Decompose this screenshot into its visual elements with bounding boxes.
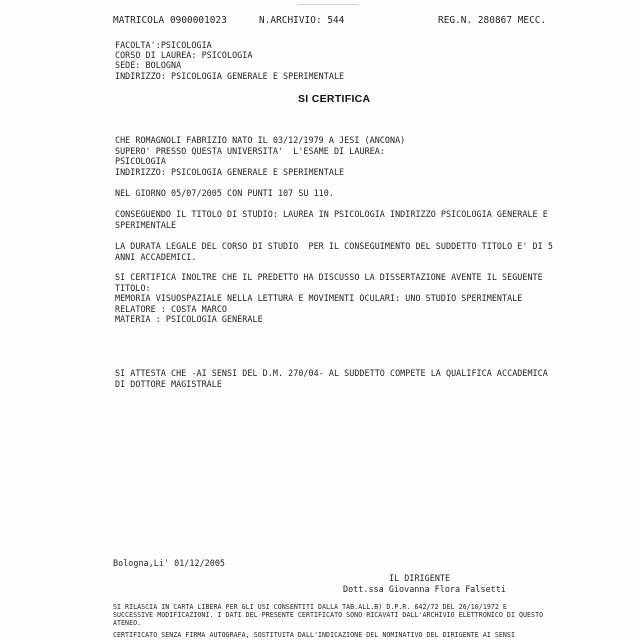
date-score-line: NEL GIORNO 05/07/2005 CON PUNTI 107 SU 110. xyxy=(115,188,334,198)
seat-line: SEDE: BOLOGNA xyxy=(115,60,182,70)
archive-number: N.ARCHIVIO: 544 xyxy=(259,15,345,26)
subject-line: MATERIA : PSICOLOGIA GENERALE xyxy=(115,314,263,324)
title-obtained-line: CONSEGUENDO IL TITOLO DI STUDIO: LAUREA IN PSICOLOGIA INDIRIZZO PSICOLOGIA GENERALE E xyxy=(115,209,548,219)
duration-line: LA DURATA LEGALE DEL CORSO DI STUDIO PER IL CONSEGUIMENTO DEL SUDDETTO TITOLO E' DI 5 xyxy=(115,241,553,251)
legal-note-line: SUCCESSIVE MODIFICAZIONI. I DATI DEL PRESENTE CERTIFICATO SONO RICAVATI DALL'ARCHIVIO ELETTRONICO DI QUESTO xyxy=(113,611,544,619)
thesis-title-line: MEMORIA VISUOSPAZIALE NELLA LETTURA E MOVIMENTI OCULARI: UNO STUDIO SPERIMENTALE xyxy=(115,293,523,303)
thesis-line: SI CERTIFICA INOLTRE CHE IL PREDETTO HA DISCUSSO LA DISSERTAZIONE AVENTE IL SEGUENTE xyxy=(115,272,543,282)
address-line: INDIRIZZO: PSICOLOGIA GENERALE E SPERIMENTALE xyxy=(115,71,345,81)
faculty-line: FACOLTA':PSICOLOGIA xyxy=(115,40,212,50)
title-obtained-line: SPERIMENTALE xyxy=(115,220,177,230)
degree-course-line: CORSO DI LAUREA: PSICOLOGIA xyxy=(115,50,253,60)
director-role: IL DIRIGENTE xyxy=(389,573,451,583)
candidate-line: CHE ROMAGNOLI FABRIZIO NATO IL 03/12/1979 A JESI (ANCONA) xyxy=(115,135,406,145)
legal-note-line: SI RILASCIA IN CARTA LIBERA PER GLI USI CONSENTITI DALLA TAB.ALL.B) D.P.R. 642/72 DEL 26/10/1972 E xyxy=(113,603,507,611)
certificate-title: SI CERTIFICA xyxy=(298,93,371,105)
supervisor-line: RELATORE : COSTA MARCO xyxy=(115,304,228,314)
thesis-line: TITOLO: xyxy=(115,283,151,293)
scan-artifact xyxy=(298,0,358,5)
attestation-line: SI ATTESTA CHE -AI SENSI DEL D.M. 270/04- AL SUDDETTO COMPETE LA QUALIFICA ACCADEMICA xyxy=(115,368,548,378)
legal-note-line: ATENEO. xyxy=(113,619,142,627)
matricola-number: MATRICOLA 0900001023 xyxy=(113,15,227,26)
legal-note-line: CERTIFICATO SENZA FIRMA AUTOGRAFA, SOSTITUITA DALL'INDICAZIONE DEL NOMINATIVO DEL DIRIGENTE AI SENSI xyxy=(113,631,515,639)
attestation-line: DI DOTTORE MAGISTRALE xyxy=(115,379,222,389)
specialization-line: INDIRIZZO: PSICOLOGIA GENERALE E SPERIMENTALE xyxy=(115,167,345,177)
registration-number: REG.N. 280867 MECC. xyxy=(438,15,547,26)
exam-line: SUPERO' PRESSO QUESTA UNIVERSITA' L'ESAME DI LAUREA: xyxy=(115,146,385,156)
place-date: Bologna,Li' 01/12/2005 xyxy=(113,558,226,568)
director-name: Dott.ssa Giovanna Flora Falsetti xyxy=(343,584,506,594)
duration-line: ANNI ACCADEMICI. xyxy=(115,252,197,262)
degree-name-line: PSICOLOGIA xyxy=(115,156,166,166)
